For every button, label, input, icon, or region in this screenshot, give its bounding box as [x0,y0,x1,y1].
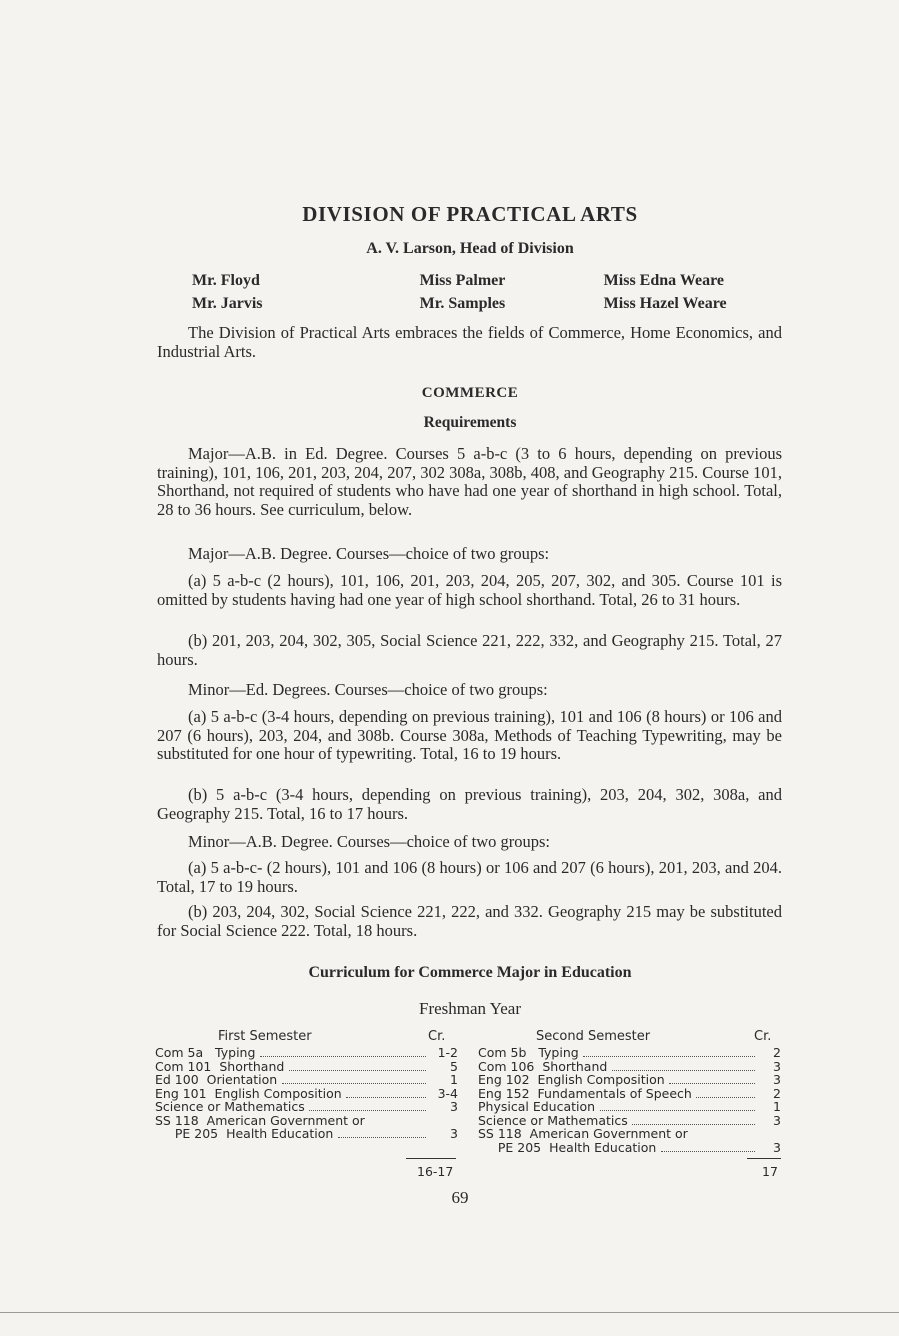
curriculum-row [155,1046,458,1060]
curriculum-row [478,1114,781,1128]
course-credits: 2 [773,1085,781,1101]
leader-dots [632,1124,755,1125]
requirements-paragraph [157,681,782,700]
curriculum-row [478,1073,781,1087]
curriculum-row [155,1073,458,1087]
division-head: A. V. Larson, Head of Division [366,240,574,257]
page-number: 69 [451,1188,469,1207]
intro-block [157,324,782,361]
paragraph: Minor—Ed. Degrees. Courses—choice of two groups: [188,680,548,699]
paragraph: Major—A.B. in Ed. Degree. Courses 5 a-b-c (3 to 6 hours, depending on previous training), 101, 106, 201, 203, 204, 207, 302 308a, 308b, 408, and Geography 215. Course 101, Shorthand, not required of students who have had one year of shorthand in high school. Total, 28 to 36 hours. See curriculum, below. [157,444,782,519]
curriculum-row [155,1087,458,1101]
course-name: Eng 102 English Composition [478,1072,665,1087]
leader-dots [696,1097,755,1098]
curriculum-row [478,1141,781,1155]
commerce-heading: COMMERCE [421,385,519,401]
paragraph: (a) 5 a-b-c (3-4 hours, depending on previous training), 101 and 106 (8 hours) or 106 and 207 (6 hours), 203, 204, and 308b. Course 308a, Methods of Teaching Typewriting, may be substituted for one hour of typewriting. Total, 16 to 19 hours. [157,707,782,763]
paragraph: (a) 5 a-b-c- (2 hours), 101 and 106 (8 hours) or 106 and 207 (6 hours), 201, 203, and 204. Total, 17 to 19 hours. [157,858,782,896]
second-semester-total: 17 [762,1164,778,1179]
course-credits: 3 [773,1072,781,1087]
course-name: Com 101 Shorthand [155,1058,285,1074]
paragraph: Major—A.B. Degree. Courses—choice of two groups: [188,544,550,563]
staff-name: Mr. Floyd [192,272,260,289]
requirements-paragraph [157,632,782,669]
course-name: Science or Mathematics [155,1099,305,1114]
paragraph: (b) 203, 204, 302, Social Science 221, 222, and 332. Geography 215 may be substituted for Social Science 222. Total, 18 hours. [157,902,782,940]
course-name: Com 5a Typing [155,1045,256,1060]
course-credits: 2 [773,1045,781,1060]
requirements-paragraph [157,903,782,940]
course-credits: 3 [773,1058,781,1074]
staff-name: Miss Edna Weare [603,272,724,289]
paragraph: (b) 201, 203, 204, 302, 305, Social Science 221, 222, 332, and Geography 215. Total, 27 hours. [157,631,782,669]
course-credits: 5 [450,1058,458,1074]
course-credits: 1 [773,1099,781,1114]
course-name: Com 106 Shorthand [478,1058,608,1074]
leader-dots [612,1070,755,1071]
requirements-paragraph [157,786,782,823]
first-semester-total: 16-17 [417,1164,454,1179]
leader-dots [669,1083,755,1084]
curriculum-row [155,1127,458,1141]
staff-list [192,272,762,318]
course-name: Science or Mathematics [478,1112,628,1128]
paragraph: (a) 5 a-b-c (2 hours), 101, 106, 201, 203, 204, 205, 207, 302, and 305. Course 101 is omitted by students having had one year of high school shorthand. Total, 26 to 31 hours. [157,571,782,609]
staff-name: Mr. Samples [419,295,506,312]
leader-dots [309,1110,426,1111]
curriculum-row [155,1100,458,1114]
course-name: PE 205 Health Education [478,1139,657,1155]
requirements-paragraph [157,833,782,852]
course-name: Ed 100 Orientation [155,1072,278,1087]
course-credits: 3 [773,1112,781,1128]
staff-name: Miss Hazel Weare [603,295,727,312]
leader-dots [289,1070,426,1071]
staff-row [192,272,762,295]
course-name: SS 118 American Government or [478,1126,688,1141]
curriculum-row [155,1060,458,1074]
course-name: Eng 101 English Composition [155,1085,342,1101]
leader-dots [600,1110,755,1111]
second-semester-table [478,1046,781,1154]
requirements-paragraph [157,445,782,519]
second-semester-total-rule [747,1158,781,1159]
requirements-paragraph [157,572,782,609]
second-semester-heading: Second Semester [536,1029,651,1044]
paragraph: (b) 5 a-b-c (3-4 hours, depending on previous training), 203, 204, 302, 308a, and Geography 215. Total, 16 to 17 hours. [157,785,782,823]
page-title: DIVISION OF PRACTICAL ARTS [302,202,638,226]
course-credits: 3 [773,1139,781,1155]
curriculum-row [478,1100,781,1114]
course-credits: 1 [450,1072,458,1087]
curriculum-row [155,1114,458,1128]
leader-dots [338,1137,426,1138]
leader-dots [583,1056,755,1057]
course-name: Eng 152 Fundamentals of Speech [478,1085,692,1101]
curriculum-row [478,1127,781,1141]
curriculum-row [478,1087,781,1101]
year-heading: Freshman Year [419,999,521,1018]
course-credits: 1-2 [437,1045,458,1060]
course-name: SS 118 American Government or [155,1112,365,1128]
requirements-paragraph [157,859,782,896]
requirements-heading: Requirements [423,414,517,431]
course-name: PE 205 Health Education [155,1126,334,1141]
first-semester-cr-heading: Cr. [428,1029,446,1044]
page-edge-line [0,1312,899,1313]
paragraph: Minor—A.B. Degree. Courses—choice of two groups: [188,832,551,851]
course-name: Physical Education [478,1099,596,1114]
curriculum-row [478,1046,781,1060]
staff-name: Miss Palmer [419,272,506,289]
leader-dots [282,1083,426,1084]
course-credits: 3-4 [437,1085,458,1101]
leader-dots [661,1151,755,1152]
leader-dots [346,1097,426,1098]
curriculum-row [478,1060,781,1074]
staff-name: Mr. Jarvis [192,295,263,312]
requirements-paragraph [157,545,782,564]
first-semester-table [155,1046,458,1141]
first-semester-total-rule [406,1158,456,1159]
second-semester-cr-heading: Cr. [754,1029,772,1044]
first-semester-heading: First Semester [218,1029,312,1044]
course-name: Com 5b Typing [478,1045,579,1060]
intro-paragraph: The Division of Practical Arts embraces the fields of Commerce, Home Economics, and Industrial Arts. [157,323,782,361]
curriculum-heading: Curriculum for Commerce Major in Education [308,964,632,981]
leader-dots [260,1056,426,1057]
course-credits: 3 [450,1126,458,1141]
requirements-paragraph [157,708,782,764]
course-credits: 3 [450,1099,458,1114]
staff-row [192,295,762,318]
